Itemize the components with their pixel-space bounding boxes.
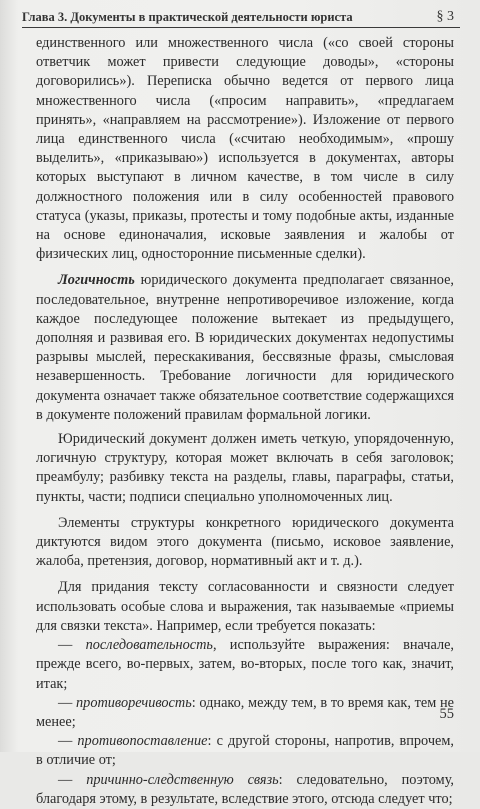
paragraph-1: единственного или множественного числа («со своей стороны ответчик может привести следующие доводы», «стороны договорились»). Переписка обычно ведется от первого лица множественного числа («просим направить», «предлагаем принять», «направляем на рассмотрение»). Изложение от первого лица единственного числа («считаю необходимым», «прошу выделить», «приказываю») используется в документах, авторы которых выступают в личном качестве, в том числе в силу должностного положения или в силу особенностей правового статуса (указы, приказы, протесты и тому подобные акты, изданные на основе единоначалия, исковые заявления и жалобы от физических лиц, односторонние письменные сделки). <box>36 35 454 263</box>
example-term: противоречивость <box>76 694 192 711</box>
body-text <box>36 34 454 809</box>
running-head-section: § 3 <box>436 9 454 24</box>
term-logic: Логичность <box>58 272 135 289</box>
example-text: , используйте выражения: вначале, прежде всего, во-первых, затем, во-вторых, после того как, значит, итак; <box>36 637 454 692</box>
example-dash: — <box>58 694 77 711</box>
example-item <box>36 694 454 732</box>
example-dash: — <box>58 771 87 788</box>
example-dash: — <box>58 733 78 750</box>
running-head-chapter: Глава 3. Документы в практической деятельности юриста <box>22 10 353 24</box>
example-term: последовательность <box>85 637 213 654</box>
paragraph-logic-text: юридического документа предполагает связанное, последовательное, внутренне непротиворечивое изложение, когда каждое последующее положение вытекает из предыдущего, дополняя и развивая его. В юридических документах недопустимы разрывы мыслей, перескакивания, бессвязные фразы, смысловая незавершенность. Требование логичности для юридического документа означает также обязательное соответствие содержащихся в документе положений правилам формальной логики. <box>36 272 454 423</box>
example-item <box>36 636 454 694</box>
example-term: причинно-следственную связь <box>86 771 279 788</box>
paragraph-logic <box>36 271 454 425</box>
example-text: : с другой стороны, напротив, впрочем, в отличие от; <box>36 733 454 769</box>
paragraph-linking: Для придания тексту согласованности и связности следует использовать особые слова и выражения, так называемые «приемы для связки текста». Например, если требуется показать: <box>36 579 454 634</box>
example-text: : однако, между тем, в то время как, тем не менее; <box>36 694 454 730</box>
example-item <box>36 771 454 809</box>
paragraph-elements: Элементы структуры конкретного юридического документа диктуются видом этого документа (письмо, исковое заявление, жалоба, претензия, договор, нормативный акт и т. д.). <box>36 514 454 570</box>
example-text: : следовательно, поэтому, благодаря этому, в результате, вследствие этого, отсюда следует что; <box>36 771 455 807</box>
example-term: противопоставление <box>77 733 208 750</box>
example-dash: — <box>58 637 86 654</box>
paragraph-structure: Юридический документ должен иметь четкую, упорядоченную, логичную структуру, которая может включать в себя заголовок; преамбулу; разбивку текста на разделы, главы, параграфы, статьи, пункты, части; подписи специально уполномоченных лиц. <box>36 431 454 505</box>
example-item <box>36 732 454 770</box>
running-head <box>22 6 460 28</box>
page-number: 55 <box>439 706 454 722</box>
